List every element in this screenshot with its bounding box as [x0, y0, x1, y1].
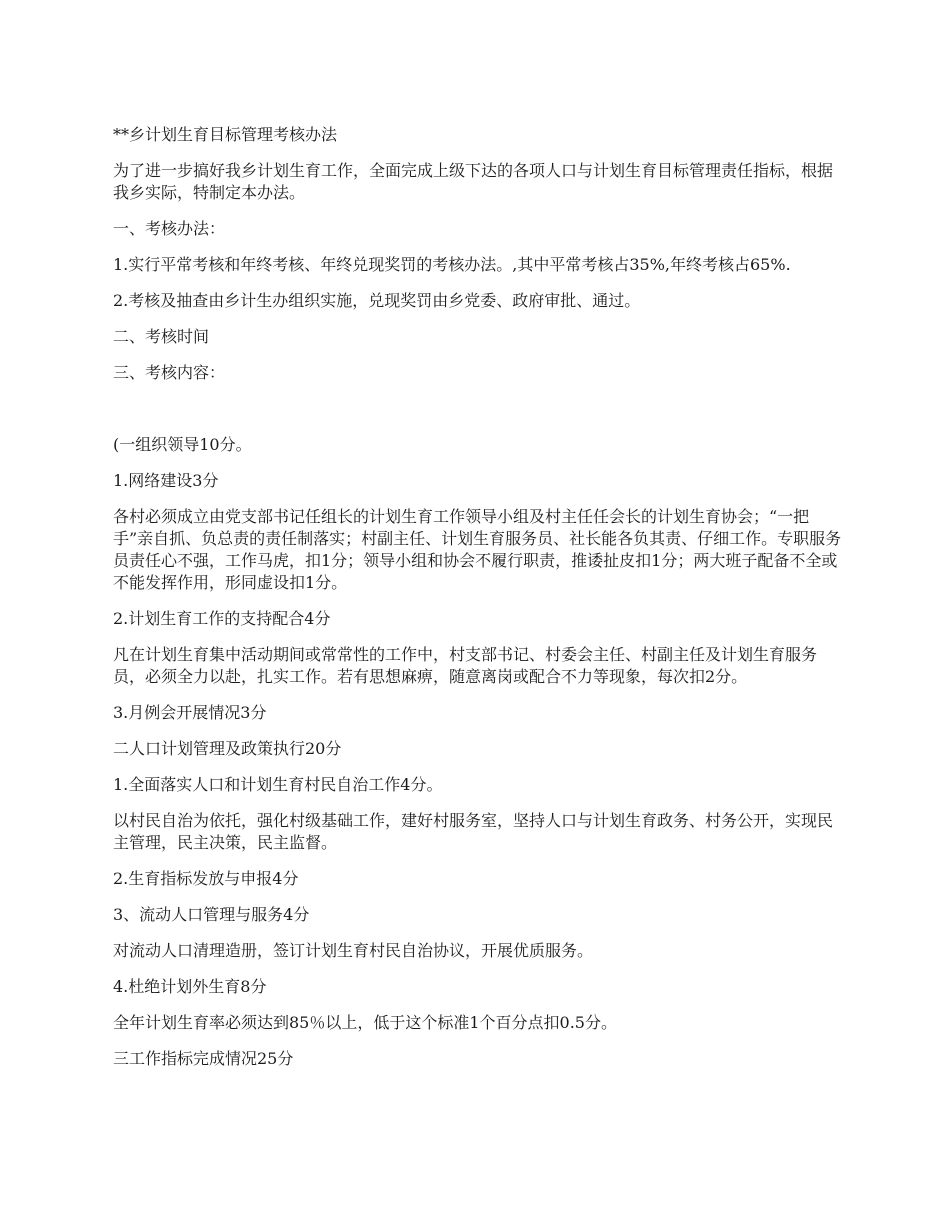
item-network-construction: 1.网络建设3分	[113, 471, 219, 490]
network-construction-body: 各村必须成立由党支部书记任组长的计划生育工作领导小组及村主任任会长的计划生育协会；“一把手”亲自抓、负总责的责任制落实；村副主任、计划生育服务员、社长能各负其责、仔细工作。专职服务员责任心不强，工作马虎，扣1分；领导小组和协会不履行职责，推诿扯皮扣1分；两大班子配备不全或不能发挥作用，形同虚设扣1分。	[113, 507, 842, 592]
method-item-1: 1.实行平常考核和年终考核、年终兑现奖罚的考核办法。,其中平常考核占35%,年终考核占65%.	[113, 255, 791, 274]
subsection-work-indicators: 三工作指标完成情况25分	[113, 1049, 294, 1068]
subsection-organization-leadership: (一组织领导10分。	[113, 435, 252, 454]
document-title: **乡计划生育目标管理考核办法	[113, 125, 338, 144]
item-villager-autonomy: 1.全面落实人口和计划生育村民自治工作4分。	[113, 775, 443, 794]
subsection-population-plan: 二人口计划管理及政策执行20分	[113, 739, 342, 758]
item-birth-quota: 2.生育指标发放与申报4分	[113, 869, 299, 888]
item-support-cooperation: 2.计划生育工作的支持配合4分	[113, 609, 331, 628]
document-page	[113, 124, 843, 1084]
intro-paragraph: 为了进一步搞好我乡计划生育工作，全面完成上级下达的各项人口与计划生育目标管理责任指标，根据我乡实际，特制定本办法。	[113, 161, 834, 202]
support-cooperation-body: 凡在计划生育集中活动期间或常常性的工作中，村支部书记、村委会主任、村副主任及计划生育服务员，必须全力以赴，扎实工作。若有思想麻痹，随意离岗或配合不力等现象，每次扣2分。	[113, 645, 818, 686]
item-monthly-meeting: 3.月例会开展情况3分	[113, 703, 267, 722]
villager-autonomy-body: 以村民自治为依托，强化村级基础工作，建好村服务室，坚持人口与计划生育政务、村务公开，实现民主管理，民主决策，民主监督。	[113, 811, 834, 852]
item-floating-population: 3、流动人口管理与服务4分	[113, 905, 310, 924]
section-heading-assessment-content: 三、考核内容：	[113, 363, 226, 382]
floating-population-body: 对流动人口清理造册，签订计划生育村民自治协议，开展优质服务。	[113, 941, 594, 960]
method-item-2: 2.考核及抽查由乡计生办组织实施，兑现奖罚由乡党委、政府审批、通过。	[113, 291, 641, 310]
section-heading-assessment-method: 一、考核办法：	[113, 219, 226, 238]
section-heading-assessment-time: 二、考核时间	[113, 327, 210, 346]
item-unplanned-births: 4.杜绝计划外生育8分	[113, 977, 267, 996]
unplanned-births-body: 全年计划生育率必须达到85％以上，低于这个标准1个百分点扣0.5分。	[113, 1013, 617, 1032]
